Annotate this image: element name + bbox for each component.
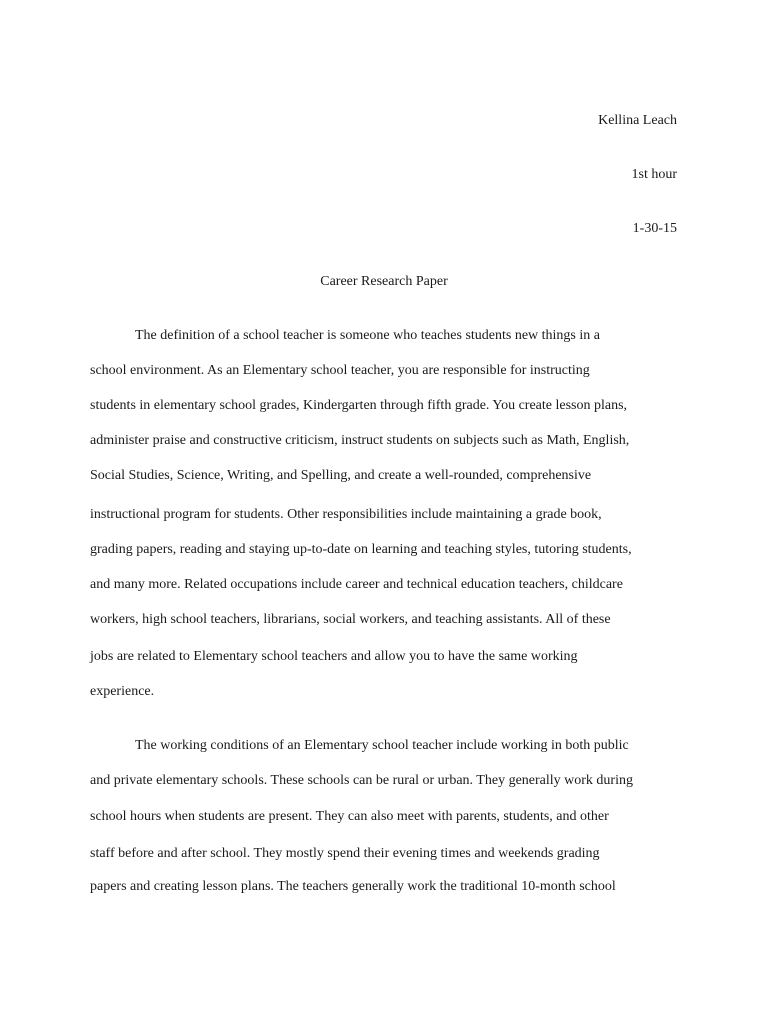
paragraph-2-line: The working conditions of an Elementary school teacher include working in both public	[135, 738, 629, 753]
paragraph-2-line: school hours when students are present. They can also meet with parents, students, and other	[90, 809, 609, 824]
paragraph-1-line: experience.	[90, 684, 155, 699]
class-period: 1st hour	[631, 167, 677, 182]
paragraph-1-line: jobs are related to Elementary school teachers and allow you to have the same working	[90, 649, 578, 664]
paragraph-1-line: school environment. As an Elementary school teacher, you are responsible for instructing	[90, 363, 590, 378]
author-name: Kellina Leach	[598, 113, 677, 128]
paragraph-1-line: administer praise and constructive criticism, instruct students on subjects such as Math, English,	[90, 433, 630, 448]
paragraph-1-line: grading papers, reading and staying up-to-date on learning and teaching styles, tutoring students,	[90, 542, 632, 557]
paragraph-1-line: The definition of a school teacher is someone who teaches students new things in a	[135, 328, 600, 343]
paragraph-1-line: and many more. Related occupations include career and technical education teachers, childcare	[90, 577, 623, 592]
paragraph-1-line: instructional program for students. Other responsibilities include maintaining a grade book,	[90, 507, 602, 522]
paragraph-1-line: students in elementary school grades, Kindergarten through fifth grade. You create lesson plans,	[90, 398, 628, 413]
paragraph-2-line: staff before and after school. They mostly spend their evening times and weekends grading	[90, 846, 600, 861]
document-title: Career Research Paper	[320, 274, 448, 289]
paragraph-1-line: workers, high school teachers, librarians, social workers, and teaching assistants. All of these	[90, 612, 611, 627]
document-date: 1-30-15	[632, 221, 677, 236]
paragraph-1-line: Social Studies, Science, Writing, and Spelling, and create a well-rounded, comprehensive	[90, 468, 592, 483]
paragraph-2-line: and private elementary schools. These schools can be rural or urban. They generally work during	[90, 773, 633, 788]
paragraph-2-line: papers and creating lesson plans. The teachers generally work the traditional 10-month school	[90, 879, 616, 894]
